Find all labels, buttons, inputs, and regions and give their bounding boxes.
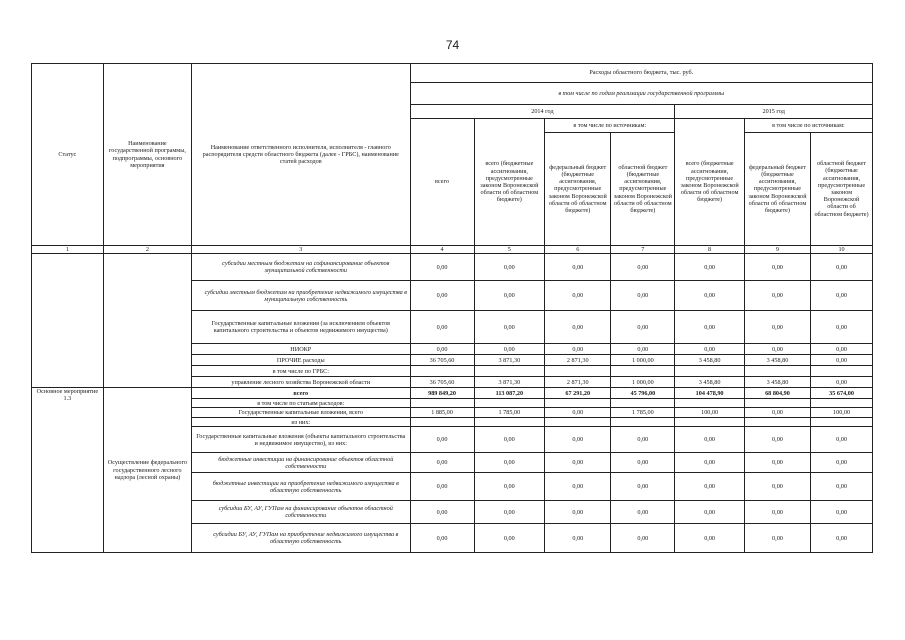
value-cell: 100,00	[811, 408, 873, 418]
budget-table	[31, 63, 873, 553]
value-cell: 1 000,00	[611, 377, 675, 388]
value-cell: 0,00	[611, 501, 675, 524]
value-cell: 0,00	[744, 453, 810, 473]
header-regional-2014: областной бюджет (бюджетные ассигнования, предусмотренные законом Воронежской области об областном бюджете)	[611, 133, 675, 246]
page-number: 74	[445, 38, 460, 52]
value-cell: 0,00	[545, 254, 611, 281]
header-executor-name: Наименование ответственного исполнителя, исполнителя - главного распорядителя средств областного бюджета (далее - ГРБС), наименование статей расходов	[192, 64, 411, 246]
value-cell: 0,00	[474, 427, 545, 453]
value-cell: 0,00	[675, 427, 745, 453]
value-cell: 0,00	[744, 311, 810, 344]
status-cell	[32, 254, 104, 388]
header-by-sources-2014: в том числе по источникам:	[545, 119, 675, 133]
header-by-sources-2015: в том числе по источникам:	[744, 119, 872, 133]
header-federal-2015: федеральный бюджет (бюджетные ассигнования, предусмотренные законом Воронежской области об областном бюджете)	[744, 133, 810, 246]
value-cell	[545, 399, 611, 408]
value-cell: 0,00	[744, 408, 810, 418]
value-cell: 0,00	[811, 377, 873, 388]
header-expenses-title: Расходы областного бюджета, тыс. руб.	[410, 64, 872, 83]
value-cell	[675, 399, 745, 408]
expense-item-label: из них:	[192, 418, 411, 427]
value-cell: 0,00	[675, 311, 745, 344]
value-cell: 0,00	[811, 501, 873, 524]
header-status: Статус	[32, 64, 104, 246]
value-cell: 0,00	[675, 501, 745, 524]
value-cell	[410, 399, 474, 408]
value-cell: 0,00	[611, 473, 675, 501]
value-cell: 0,00	[545, 501, 611, 524]
value-cell: 0,00	[811, 344, 873, 355]
expense-item-label: в том числе по ГРБС:	[192, 366, 411, 377]
value-cell: 0,00	[675, 344, 745, 355]
table-row	[32, 254, 873, 281]
header-program-name: Наименование государственной программы, подпрограммы, основного мероприятия	[103, 64, 191, 246]
value-cell: 0,00	[611, 427, 675, 453]
column-number: 2	[103, 246, 191, 254]
value-cell: 0,00	[675, 524, 745, 553]
header-year-2014: 2014 год	[410, 105, 675, 119]
value-cell	[811, 366, 873, 377]
value-cell: 0,00	[811, 453, 873, 473]
value-cell: 0,00	[611, 453, 675, 473]
value-cell: 1 000,00	[611, 355, 675, 366]
value-cell: 0,00	[811, 311, 873, 344]
value-cell: 0,00	[744, 501, 810, 524]
column-number: 5	[474, 246, 545, 254]
expense-item-label: Государственные капитальные вложения (за исключением объектов капитального строительства и объектов недвижимого имущества)	[192, 311, 411, 344]
value-cell: 0,00	[744, 427, 810, 453]
value-cell: 36 705,60	[410, 377, 474, 388]
program-name-cell: Осуществление федерального государственного лесного надзора (лесной охраны)	[103, 388, 191, 553]
value-cell: 0,00	[410, 524, 474, 553]
expense-item-label: бюджетные инвестиции на финансирование объектов областной собственности	[192, 453, 411, 473]
header-year-2015: 2015 год	[675, 105, 873, 119]
value-cell: 0,00	[545, 473, 611, 501]
value-cell: 0,00	[744, 281, 810, 311]
expense-item-label: Государственные капитальные вложения (объекты капитального строительства и недвижимое имущество), из них:	[192, 427, 411, 453]
header-regional-2015: областной бюджет (бюджетные ассигнования, предусмотренные законом Воронежской области об областном бюджете)	[811, 133, 873, 246]
status-cell: Основное мероприятие 1.3	[32, 388, 104, 553]
value-cell: 36 705,60	[410, 355, 474, 366]
value-cell	[811, 399, 873, 408]
value-cell	[474, 399, 545, 408]
value-cell: 0,00	[545, 427, 611, 453]
expense-item-label: бюджетные инвестиции на приобретение недвижимого имущества в областную собственность	[192, 473, 411, 501]
expense-item-label: Государственные капитальные вложения, всего	[192, 408, 411, 418]
column-number-row	[32, 246, 873, 254]
value-cell: 0,00	[474, 473, 545, 501]
value-cell: 0,00	[410, 344, 474, 355]
value-cell	[611, 418, 675, 427]
value-cell: 0,00	[410, 254, 474, 281]
header-total: всего	[410, 119, 474, 246]
value-cell: 0,00	[410, 453, 474, 473]
expense-item-label: субсидии БУ, АУ, ГУПам на приобретение недвижимого имущества в областную собственность	[192, 524, 411, 553]
value-cell: 3 871,30	[474, 377, 545, 388]
header-by-years: в том числе по годам реализации государственной программы	[410, 83, 872, 105]
expense-item-label: всего	[192, 388, 411, 399]
header-total-budget-2015: всего (бюджетные ассигнования, предусмотренные законом Воронежской области об областном бюджете)	[675, 119, 745, 246]
value-cell: 0,00	[474, 254, 545, 281]
expense-item-label: ПРОЧИЕ расходы	[192, 355, 411, 366]
expense-item-label: субсидии местным бюджетам на приобретение недвижимого имущества в муниципальную собственность	[192, 281, 411, 311]
program-name-cell	[103, 254, 191, 388]
value-cell: 0,00	[474, 501, 545, 524]
value-cell: 100,00	[675, 408, 745, 418]
value-cell	[474, 366, 545, 377]
value-cell: 1 785,00	[611, 408, 675, 418]
header-total-budget-2014: всего (бюджетные ассигнования, предусмотренные законом Воронежской области об областном бюджете)	[474, 119, 545, 246]
value-cell	[675, 366, 745, 377]
value-cell: 67 291,20	[545, 388, 611, 399]
value-cell	[611, 366, 675, 377]
value-cell	[744, 366, 810, 377]
value-cell: 0,00	[410, 501, 474, 524]
expense-item-label: НИОКР	[192, 344, 411, 355]
value-cell: 0,00	[744, 524, 810, 553]
value-cell: 0,00	[474, 453, 545, 473]
expense-item-label: субсидии местным бюджетам на софинансирование объектов муниципальной собственности	[192, 254, 411, 281]
value-cell: 45 796,00	[611, 388, 675, 399]
value-cell: 0,00	[611, 311, 675, 344]
value-cell: 35 674,00	[811, 388, 873, 399]
value-cell: 0,00	[611, 254, 675, 281]
value-cell	[811, 418, 873, 427]
value-cell: 0,00	[811, 524, 873, 553]
value-cell: 0,00	[545, 311, 611, 344]
column-number: 8	[675, 246, 745, 254]
value-cell	[545, 366, 611, 377]
value-cell	[410, 418, 474, 427]
value-cell: 989 849,20	[410, 388, 474, 399]
table-row	[32, 388, 873, 399]
header-federal-2014: федеральный бюджет (бюджетные ассигнования, предусмотренные законом Воронежской области об областном бюджете)	[545, 133, 611, 246]
value-cell: 0,00	[474, 344, 545, 355]
value-cell: 2 871,30	[545, 355, 611, 366]
value-cell: 0,00	[611, 281, 675, 311]
column-number: 4	[410, 246, 474, 254]
value-cell: 0,00	[410, 311, 474, 344]
value-cell: 1 885,00	[410, 408, 474, 418]
value-cell: 0,00	[474, 281, 545, 311]
expense-item-label: в том числе по статьям расходов:	[192, 399, 411, 408]
value-cell: 0,00	[545, 453, 611, 473]
value-cell: 3 871,30	[474, 355, 545, 366]
value-cell	[744, 399, 810, 408]
value-cell: 3 458,80	[675, 355, 745, 366]
value-cell: 68 804,90	[744, 388, 810, 399]
value-cell: 0,00	[675, 453, 745, 473]
value-cell: 0,00	[545, 344, 611, 355]
value-cell: 113 087,20	[474, 388, 545, 399]
value-cell: 3 458,80	[675, 377, 745, 388]
column-number: 1	[32, 246, 104, 254]
column-number: 9	[744, 246, 810, 254]
value-cell: 0,00	[410, 427, 474, 453]
value-cell: 2 871,30	[545, 377, 611, 388]
value-cell: 0,00	[545, 408, 611, 418]
value-cell: 0,00	[811, 355, 873, 366]
value-cell	[611, 399, 675, 408]
value-cell: 0,00	[675, 254, 745, 281]
value-cell	[410, 366, 474, 377]
value-cell: 0,00	[811, 254, 873, 281]
value-cell: 0,00	[474, 311, 545, 344]
column-number: 6	[545, 246, 611, 254]
value-cell: 0,00	[744, 473, 810, 501]
value-cell: 0,00	[410, 281, 474, 311]
value-cell: 0,00	[410, 473, 474, 501]
value-cell: 0,00	[545, 281, 611, 311]
expense-item-label: субсидии БУ, АУ, ГУПам на финансирование объектов областной собственности	[192, 501, 411, 524]
value-cell: 0,00	[675, 281, 745, 311]
value-cell: 0,00	[811, 427, 873, 453]
value-cell: 3 458,80	[744, 377, 810, 388]
column-number: 7	[611, 246, 675, 254]
value-cell: 3 458,80	[744, 355, 810, 366]
column-number: 3	[192, 246, 411, 254]
value-cell: 1 785,00	[474, 408, 545, 418]
value-cell	[744, 418, 810, 427]
value-cell: 0,00	[474, 524, 545, 553]
expense-item-label: управление лесного хозяйства Воронежской области	[192, 377, 411, 388]
value-cell: 0,00	[545, 524, 611, 553]
value-cell: 0,00	[611, 524, 675, 553]
value-cell: 0,00	[744, 344, 810, 355]
value-cell	[675, 418, 745, 427]
value-cell	[545, 418, 611, 427]
value-cell	[474, 418, 545, 427]
value-cell: 0,00	[611, 344, 675, 355]
value-cell: 104 478,90	[675, 388, 745, 399]
value-cell: 0,00	[811, 281, 873, 311]
value-cell: 0,00	[744, 254, 810, 281]
value-cell: 0,00	[811, 473, 873, 501]
value-cell: 0,00	[675, 473, 745, 501]
column-number: 10	[811, 246, 873, 254]
